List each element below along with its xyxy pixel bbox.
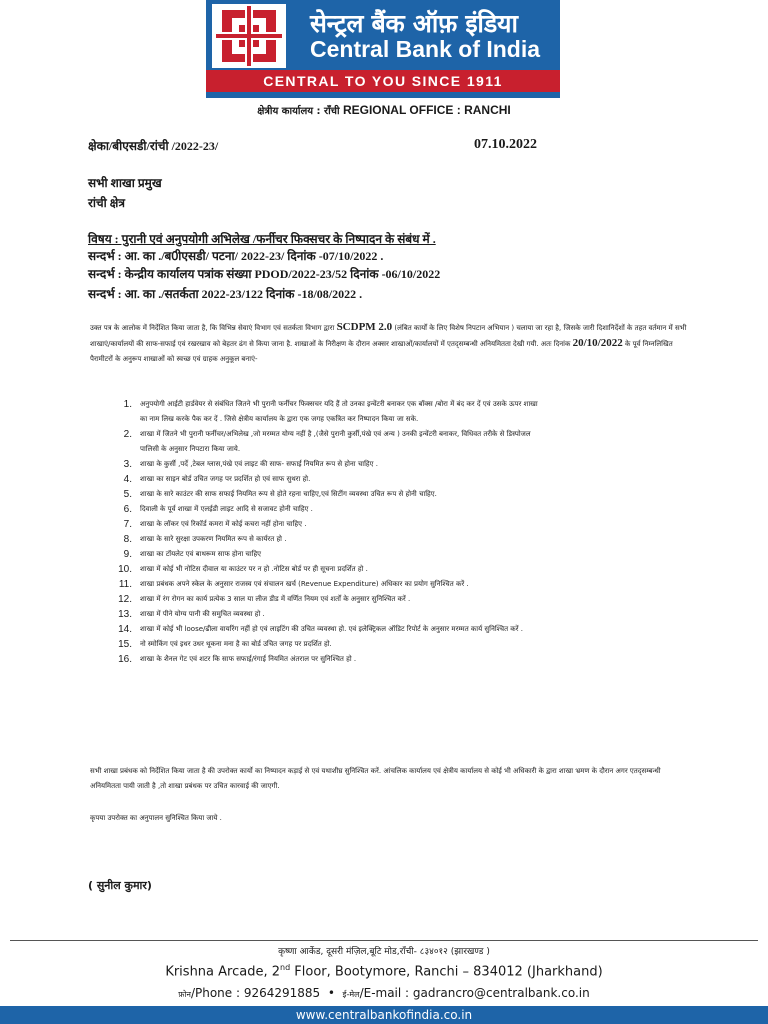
addressee-line-2: रांची क्षेत्र [88, 196, 125, 210]
footer-address [0, 963, 768, 979]
list-item [112, 637, 702, 652]
address-sup: nd [280, 963, 291, 972]
list-item-text: शाखा में कोई भी loose/ढीला वायरिंग नहीं हो एवं लाइटिंग की उचित व्यवस्था हो. एवं इलेक्ट्रिकल ऑडिट रिपोर्ट के अनुसार मरम्मत कार्य सुनिश्चित करें . [140, 625, 523, 633]
list-item-number: 15. [118, 639, 132, 650]
subject-line: विषय : पुरानी एवं अनुपयोगी अभिलेख /फर्नीचर फिक्सचर के निष्पादन के संबंध में . [88, 232, 436, 246]
list-item-text: शाखा में पीने योग्य पानी की समुचित व्यवस्था हो . [140, 610, 265, 618]
list-item [112, 592, 702, 607]
list-item-text: दिवाली के पूर्व शाखा में एलईडी लाइट आदि से सजावट होनी चाहिए . [140, 505, 313, 513]
website-link[interactable]: www.centralbankofindia.co.in [0, 1006, 768, 1024]
list-item [112, 622, 702, 637]
scdpm-label: SCDPM 2.0 [336, 321, 393, 333]
list-item [112, 397, 702, 412]
email-label-hindi: ई-मेल [342, 990, 360, 999]
footer-divider [10, 940, 758, 941]
list-item [112, 412, 702, 427]
intro-text-c: के पूर्व निम्नलिखित पैरामीटरों के अनुरूप शाखाओं को स्वच्छ एवं ग्राहक अनुकूल बनाएं- [90, 340, 673, 363]
list-item [112, 427, 702, 442]
list-item [112, 652, 702, 667]
intro-text-a: उक्त पत्र के आलोक में निर्देशित किया जाता है, कि विभिन्न सेवाएं विभाग एवं सतर्कता विभाग द्वारा [90, 324, 335, 332]
list-item-number: 5. [123, 489, 132, 500]
bank-name: Central Bank of India [310, 36, 541, 62]
list-item [112, 487, 702, 502]
list-item-number: 8. [123, 534, 132, 545]
list-item [112, 577, 702, 592]
list-item-number: 12. [118, 594, 132, 605]
footer-contact: फ़ोन/Phone : 9264291885 • ई-मेल/E-mail : gadrancro@centralbank.co.in [178, 986, 590, 1000]
address-post: Floor, Bootymore, Ranchi – 834012 (Jharkhand) [290, 964, 603, 980]
list-item-number: 14. [118, 624, 132, 635]
regional-office-line [0, 103, 768, 117]
list-item-number: 7. [123, 519, 132, 530]
list-item-text: शाखा में रंग रोगन का कार्य प्रत्येक 3 साल या लीज डीड में वर्णित नियम एवं शर्तों के अनुसार सुनिश्चित करें . [140, 595, 411, 603]
addressee-line-1: सभी शाखा प्रमुख [88, 176, 162, 190]
reference-number: क्षेका/बीएसडी/रांची /2022-23/ [88, 139, 219, 153]
list-item-text: का नाम लिख करके पैक कर दें . जिसे क्षेत्रीय कार्यालय के द्वारा एक जगह एकत्रित कर निष्पादन किया जा सके. [140, 415, 419, 423]
tagline: CENTRAL TO YOU SINCE 1911 [206, 70, 560, 92]
list-item-text: शाखा में जितने भी पुरानी फर्नीचर/अभिलेख ,जो मरम्मत योग्य नहीं है ,(जैसे पुरानी कुर्सी,पंखे एवं अन्य ) उनकी इन्वेंटरी बनाकर, विधिवत तरीके से डिस्पोजल [140, 430, 531, 438]
intro-text-b: (लंबित कार्यों के लिए विशेष निपटान अभियान ) चलाया जा रहा है, जिसके जारी दिशानिर्देशों के तहत वर्तमान में सभी शाखाएं/कार्यालयों की साफ-सफाई एवं रखरखाव को बेहतर ढंग से किया जाना है. शाखाओं के निरीक्षण के दौरान अक्सर शाखाओं/कार्यालयों में एतद्सम्बन्धी अनियमितता देखी गयी. अतः दिनांक [90, 324, 687, 348]
list-item-text: शाखा में कोई भी नोटिस दीवाल या काउंटर पर न हो .नोटिस बोर्ड पर ही सूचना प्रदर्शित हो . [140, 565, 368, 573]
list-item-text: शाखा के सारे सुरक्षा उपकरण नियमित रूप से कार्यरत हो . [140, 535, 287, 543]
list-item-text: पालिसी के अनुसार निपटारा किया जाये. [140, 445, 241, 453]
list-item-text: नो स्मोकिंग एवं इधर उधर थूकना मना है का बोर्ड उचित जगह पर प्रदर्शित हो. [140, 640, 332, 648]
list-item-text: शाखा के कुर्सी ,पर्दे ,टेबल ग्लास,पंखे एवं लाइट की साफ- सफाई नियमित रूप से होना चाहिए . [140, 460, 378, 468]
list-item-number: 2. [123, 429, 132, 440]
list-item-number: 1. [123, 399, 132, 410]
list-item [112, 607, 702, 622]
reference-line-3: सन्दर्भ : आ. का ./सतर्कता 2022-23/122 दिनांक -18/08/2022 . [88, 287, 363, 301]
list-item-number: 10. [118, 564, 132, 575]
list-item-text: शाखा का साइन बोर्ड उचित जगह पर प्रदर्शित हो एवं साफ सुथरा हो. [140, 475, 311, 483]
signature-name: ( सुनील कुमार) [88, 879, 152, 892]
phone-number: /Phone : 9264291885 [190, 986, 321, 1000]
office-hindi: क्षेत्रीय कार्यालय : राँची [257, 106, 340, 117]
address-pre: Krishna Arcade, 2 [165, 964, 280, 980]
intro-paragraph [90, 320, 690, 367]
letterhead-banner [206, 0, 560, 98]
list-item-text: शाखा प्रबंधक अपने स्केल के अनुसार राजस्व एवं संचालन खर्च (Revenue Expenditure) अधिकार का प्रयोग सुनिश्चित करें . [140, 580, 469, 588]
list-item-number: 4. [123, 474, 132, 485]
list-item [112, 472, 702, 487]
list-item [112, 502, 702, 517]
list-item [112, 457, 702, 472]
list-item-text: अनुपयोगी आईटी हार्डवेयर से संबंधित जितने भी पुरानी फर्नीचर फिक्सचर यदि हैं तो उनका इन्वेंटरी बनाकर एक बॉक्स /बोरा में बंद कर दें एवं उसके ऊपर शाखा [140, 400, 538, 408]
list-item [112, 547, 702, 562]
list-item [112, 517, 702, 532]
list-item-text: शाखा का टॉयलेट एवं बाथरूम साफ होना चाहिए [140, 550, 262, 558]
list-item-number: 6. [123, 504, 132, 515]
deadline-date: 20/10/2022 [572, 337, 623, 349]
letter-date: 07.10.2022 [474, 137, 537, 152]
compliance-line: कृपया उपरोक्त का अनुपालन सुनिश्चित किया जाये . [90, 814, 222, 822]
closing-paragraph: सभी शाखा प्रबंधक को निर्देशित किया जाता है की उपरोक्त कार्यो का निष्पादन कड़ाई से एवं यथाशीघ्र सुनिश्चित करें. आंचलिक कार्यालय एवं क्षेत्रीय कार्यालय से कोई भी अधिकारी के द्वारा शाखा भ्रमण के दौरान अगर एतद्सम्बन्धी अनियमितता पायी जाती है ,तो शाखा प्रबंधक पर उचित कारवाई की जाएगी. [90, 767, 661, 790]
phone-label-hindi: फ़ोन [178, 990, 191, 999]
footer-address-hindi: कृष्णा आर्केड, दूसरी मंज़िल,बूटि मोड,राँची- ८३४०१२ (झारखण्ड ) [278, 947, 490, 957]
list-item-number: 13. [118, 609, 132, 620]
office-english: REGIONAL OFFICE : RANCHI [342, 103, 511, 117]
reference-line-2: सन्दर्भ : केन्द्रीय कार्यालय पत्रांक संख्या PDOD/2022-23/52 दिनांक -06/10/2022 [88, 267, 441, 281]
list-item-number: 16. [118, 654, 132, 665]
list-item-number: 11. [118, 579, 132, 590]
reference-line-1: सन्दर्भ : आ. का ./ब0ीएसडी/ पटना/ 2022-23/ दिनांक -07/10/2022 . [88, 249, 384, 263]
list-item [112, 562, 702, 577]
list-item [112, 532, 702, 547]
bank-name-hindi: सेन्ट्रल बैंक ऑफ़ इंडिया [310, 9, 518, 38]
list-item-text: शाखा के शैनल गेट एवं शटर कि साफ सफाई/रंगाई नियमित अंतराल पर सुनिश्चित हो . [140, 655, 357, 663]
list-item-text: शाखा के सारे काउंटर की साफ सफाई नियमित रूप से होते रहना चाहिए,एवं सिटींग व्यवस्था उचित रूप से होनी चाहिए. [140, 490, 437, 498]
list-item-number: 9. [123, 549, 132, 560]
email-address[interactable]: /E-mail : gadrancro@centralbank.co.in [359, 986, 590, 1000]
list-item-number: 3. [123, 459, 132, 470]
list-item [112, 442, 702, 457]
list-item-text: शाखा के लॉकर एवं रिकॉर्ड कमरा में कोई कचरा नहीं होना चाहिए . [140, 520, 307, 528]
bank-logo-icon [212, 4, 286, 68]
